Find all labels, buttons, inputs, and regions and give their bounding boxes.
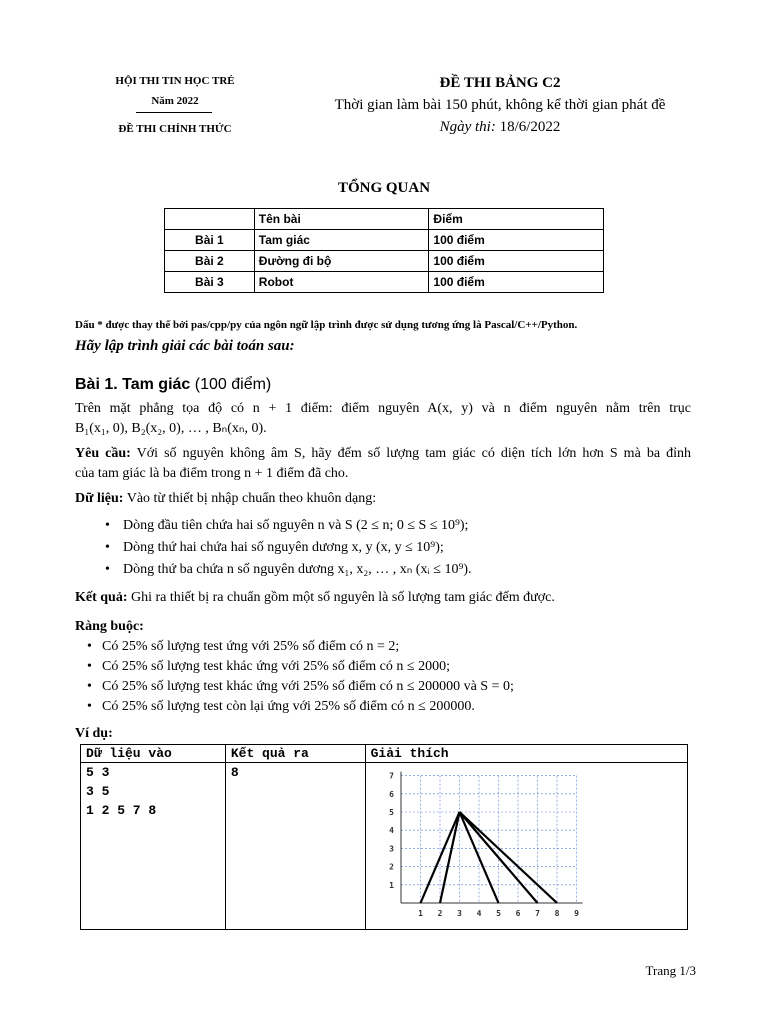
problem-name: Robot — [254, 272, 429, 293]
problem-points: 100 điểm — [429, 272, 604, 293]
exam-date — [300, 119, 700, 136]
y-tick-label: 3 — [388, 844, 394, 854]
overview-header-cell: Điểm — [429, 209, 604, 230]
instruction: Hãy lập trình giải các bài toán sau: — [75, 338, 295, 354]
bullet-icon: • — [87, 679, 92, 694]
example-input — [81, 763, 226, 930]
y-tick-label: 1 — [388, 880, 394, 890]
list-item — [75, 677, 695, 697]
input-list — [90, 515, 690, 581]
y-tick-label: 5 — [388, 808, 394, 817]
list-item-text: Dòng thứ ba chứa n số nguyên dương x₁, x₂, … , xₙ (xᵢ ≤ 10⁹). — [123, 562, 472, 577]
x-tick-label: 9 — [573, 909, 579, 918]
exam-title: ĐỀ THI BẢNG C2 — [439, 75, 561, 91]
page-number: Trang 1/3 — [645, 963, 696, 978]
exam-duration: Thời gian làm bài 150 phút, không kể thời gian phát đề — [334, 97, 666, 113]
x-tick-label: 8 — [554, 909, 560, 918]
example-explanation — [365, 763, 687, 930]
problem-points-label: (100 điểm) — [194, 376, 272, 393]
list-item-text: Có 25% số lượng test còn lại ứng với 25% số điểm có n ≤ 200000. — [102, 699, 475, 714]
input-spec — [75, 489, 691, 509]
date-value: 18/6/2022 — [499, 119, 561, 135]
bullet-icon: • — [87, 699, 92, 714]
x-tick-label: 3 — [456, 909, 462, 918]
overview-header-cell — [165, 209, 255, 230]
triangle-chart — [366, 767, 586, 927]
example-header-cell: Dữ liệu vào — [81, 745, 226, 763]
problem-name: Đường đi bộ — [254, 251, 429, 272]
problem-id: Bài 1 — [165, 230, 255, 251]
bullet-icon: • — [105, 540, 110, 555]
output-spec — [75, 588, 691, 608]
problem-points: 100 điểm — [429, 251, 604, 272]
example-header-row — [81, 745, 688, 763]
series-line — [440, 812, 460, 903]
language-note: Dấu * được thay thế bởi pas/cpp/py của ngôn ngữ lập trình được sử dụng tương ứng là Pascal/C++/Python. — [75, 319, 578, 331]
list-item — [75, 697, 695, 717]
x-tick-label: 7 — [534, 909, 540, 918]
output-line: 8 — [230, 765, 239, 780]
x-tick-label: 1 — [417, 909, 423, 918]
input-line: 5 3 — [86, 765, 110, 780]
problem-points: 100 điểm — [429, 230, 604, 251]
output-text: Ghi ra thiết bị ra chuẩn gồm một số nguyên là số lượng tam giác đếm được. — [131, 590, 555, 605]
list-item — [75, 637, 695, 657]
overview-header-row — [165, 209, 604, 230]
input-line: 3 5 — [86, 784, 110, 799]
example-row — [81, 763, 688, 930]
requirement-text: Với số nguyên không âm S, hãy đếm số lượng tam giác có diện tích lớn hơn S mà ba đỉnh — [136, 446, 691, 461]
example-header-cell: Kết quả ra — [225, 745, 365, 763]
org-name: HỘI THI TIN HỌC TRẺ — [115, 75, 235, 87]
list-item — [75, 657, 695, 677]
list-item-text: Có 25% số lượng test khác ứng với 25% số điểm có n ≤ 200000 và S = 0; — [102, 679, 514, 694]
list-item — [90, 515, 690, 537]
bullet-icon: • — [87, 639, 92, 654]
example-output — [225, 763, 365, 930]
requirement-line-1 — [75, 444, 691, 464]
header-divider — [136, 112, 212, 113]
x-tick-label: 4 — [476, 909, 482, 918]
requirement-line-2: của tam giác là ba điểm trong n + 1 điểm đã cho. — [75, 466, 349, 481]
input-text: Vào từ thiết bị nhập chuẩn theo khuôn dạng: — [126, 491, 377, 506]
input-line: 1 2 5 7 8 — [86, 803, 157, 818]
date-label: Ngày thi: — [439, 119, 496, 135]
list-item — [90, 537, 690, 559]
bullet-icon: • — [105, 562, 110, 577]
problem-title-text: Bài 1. Tam giác — [75, 376, 191, 393]
example-table — [80, 744, 688, 930]
example-header-cell: Giải thích — [365, 745, 687, 763]
problem-id: Bài 3 — [165, 272, 255, 293]
intro-line-1: Trên mặt phẳng tọa độ có n + 1 điểm: điểm nguyên A(x, y) và n điểm nguyên nằm trên trục — [75, 401, 691, 416]
requirement-label: Yêu cầu: — [75, 446, 131, 461]
overview-header-cell: Tên bài — [254, 209, 429, 230]
constraints-label: Ràng buộc: — [75, 619, 144, 634]
problem-name: Tam giác — [254, 230, 429, 251]
table-row — [165, 251, 604, 272]
list-item — [90, 559, 690, 581]
x-tick-label: 5 — [495, 909, 501, 918]
x-tick-label: 2 — [437, 909, 443, 918]
list-item-text: Dòng thứ hai chứa hai số nguyên dương x, y (x, y ≤ 10⁹); — [123, 540, 444, 555]
y-tick-label: 6 — [388, 789, 394, 799]
overview-table — [164, 208, 604, 293]
bullet-icon: • — [105, 518, 110, 533]
problem-title — [75, 376, 271, 394]
exam-year: Năm 2022 — [151, 95, 199, 107]
y-tick-label: 4 — [388, 826, 394, 836]
y-tick-label: 2 — [388, 862, 394, 872]
input-label: Dữ liệu: — [75, 491, 124, 506]
table-row — [165, 230, 604, 251]
list-item-text: Có 25% số lượng test ứng với 25% số điểm có n = 2; — [102, 639, 400, 654]
constraints-list — [75, 637, 695, 717]
series-line — [459, 812, 557, 903]
overview-title: TỔNG QUAN — [337, 180, 431, 196]
table-row — [165, 272, 604, 293]
official-label: ĐỀ THI CHÍNH THỨC — [118, 123, 232, 135]
example-label: Ví dụ: — [75, 726, 113, 741]
y-tick-label: 7 — [388, 771, 394, 781]
intro-line-2: B₁(x₁, 0), B₂(x₂, 0), … , Bₙ(xₙ, 0). — [75, 421, 267, 436]
x-tick-label: 6 — [515, 909, 521, 918]
output-label: Kết quả: — [75, 590, 128, 605]
list-item-text: Dòng đầu tiên chứa hai số nguyên n và S (2 ≤ n; 0 ≤ S ≤ 10⁹); — [123, 518, 469, 533]
bullet-icon: • — [87, 659, 92, 674]
list-item-text: Có 25% số lượng test khác ứng với 25% số điểm có n ≤ 2000; — [102, 659, 450, 674]
problem-id: Bài 2 — [165, 251, 255, 272]
